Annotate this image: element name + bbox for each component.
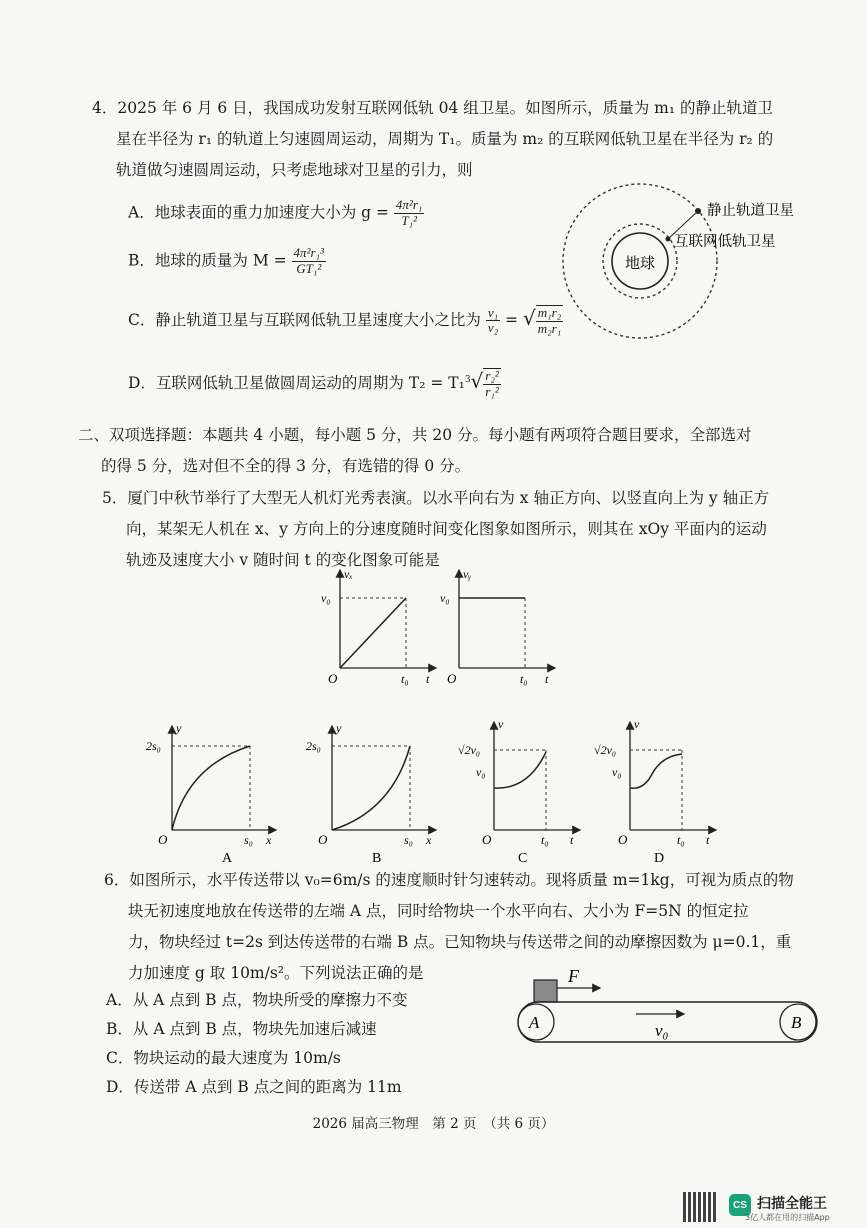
page-footer: 2026 届高三物理 第 2 页 （共 6 页） bbox=[312, 1116, 555, 1132]
vx-graph bbox=[318, 562, 443, 692]
origin-label: O bbox=[482, 832, 492, 847]
tick-label: √2v₀ bbox=[458, 743, 481, 757]
axis-label: v bbox=[498, 717, 504, 731]
q5-line1: 5．厦门中秋节举行了大型无人机灯光秀表演。以水平向右为 x 轴正方向、以竖直向上为 y 轴正方 bbox=[102, 489, 770, 507]
origin-label: O bbox=[328, 671, 338, 686]
q4-option-a bbox=[128, 198, 424, 229]
axis-label: t bbox=[706, 833, 710, 847]
q6-line3: 力，物块经过 t=2s 到达传送带的右端 B 点。已知物块与传送带之间的动摩擦因数为 μ=0.1，重 bbox=[128, 933, 792, 951]
tick-label: t₀ bbox=[401, 672, 409, 686]
tick-label: s₀ bbox=[244, 833, 253, 847]
orbit-figure bbox=[555, 178, 855, 358]
axis-label: x bbox=[426, 833, 432, 847]
axis-label: v bbox=[634, 717, 640, 731]
tick-label: 2s₀ bbox=[306, 739, 321, 753]
q6-option-a: A．从 A 点到 B 点，物块所受的摩擦力不变 bbox=[106, 991, 408, 1009]
q4-option-b bbox=[128, 246, 326, 277]
origin-label: O bbox=[447, 671, 457, 686]
equals-sign: = bbox=[505, 310, 519, 329]
conveyor-figure bbox=[508, 958, 830, 1050]
speed-curve bbox=[494, 752, 546, 788]
point-b-label: B bbox=[791, 1013, 802, 1032]
axis-label: x bbox=[266, 833, 272, 847]
trajectory-curve bbox=[172, 746, 250, 830]
block bbox=[534, 980, 557, 1002]
q6-line2: 块无初速度地放在传送带的左端 A 点，同时给物块一个水平向右、大小为 F=5N 的恒定拉 bbox=[128, 902, 749, 920]
frac-numerator: r₂² bbox=[485, 368, 499, 383]
frac-denominator: v₂ bbox=[487, 320, 499, 336]
origin-label: O bbox=[318, 832, 328, 847]
q6-line4: 力加速度 g 取 10m/s²。下列说法正确的是 bbox=[128, 964, 424, 982]
trajectory-curve bbox=[332, 746, 410, 830]
tick-label: s₀ bbox=[404, 833, 413, 847]
watermark-subtitle: 3亿人都在用的扫描App bbox=[745, 1213, 830, 1222]
axis-label: vᵧ bbox=[463, 567, 472, 581]
frac-numerator: 4π²r₁³ bbox=[293, 245, 324, 260]
watermark-brand: 扫描全能王 bbox=[757, 1196, 827, 1212]
tick-label: t₀ bbox=[677, 833, 685, 847]
origin-label: O bbox=[618, 832, 628, 847]
camscanner-logo-icon: CS bbox=[729, 1194, 751, 1216]
tick-label: t₀ bbox=[520, 672, 528, 686]
axis-label: y bbox=[336, 721, 342, 735]
qr-code-icon bbox=[683, 1192, 717, 1222]
vy-graph bbox=[437, 562, 562, 692]
option-b-graph bbox=[302, 716, 442, 866]
vx-line bbox=[340, 598, 406, 668]
q4-option-c bbox=[128, 305, 563, 337]
q4-option-a-fraction bbox=[394, 198, 425, 229]
option-d-graph bbox=[592, 712, 722, 866]
option-caption: A bbox=[222, 851, 233, 866]
earth-label: 地球 bbox=[624, 256, 656, 272]
tick-label: v₀ bbox=[612, 765, 622, 779]
axis-label: vₓ bbox=[344, 567, 353, 581]
sqrt-symbol: √ bbox=[522, 305, 536, 330]
q4-option-b-text: B．地球的质量为 M = bbox=[128, 251, 287, 270]
origin-label: O bbox=[158, 832, 168, 847]
q5-line2: 向，某架无人机在 x、y 方向上的分速度随时间变化图象如图所示，则其在 xOy 平面内的运动 bbox=[126, 520, 767, 538]
tick-label: √2v₀ bbox=[594, 743, 617, 757]
belt-velocity-label: v₀ bbox=[655, 1021, 669, 1040]
geostationary-satellite-label: 静止轨道卫星 bbox=[707, 203, 794, 219]
frac-denominator: m₂r₁ bbox=[537, 320, 562, 336]
root-index: 3 bbox=[464, 374, 471, 385]
tick-label: v₀ bbox=[440, 591, 450, 605]
q4-option-c-fraction bbox=[486, 306, 500, 337]
frac-denominator: T₁² bbox=[401, 212, 417, 228]
option-a-graph bbox=[142, 716, 282, 866]
q6-line1: 6．如图所示，水平传送带以 v₀=6m/s 的速度顺时针匀速转动。现将质量 m=1kg，可视为质点的物 bbox=[104, 871, 794, 889]
option-caption: B bbox=[372, 851, 382, 866]
section2-line1: 二、双项选择题：本题共 4 小题，每小题 5 分，共 20 分。每小题有两项符合题目要求，全部选对 bbox=[78, 426, 752, 444]
q4-option-d bbox=[128, 368, 501, 400]
frac-numerator: m₁r₂ bbox=[537, 305, 562, 320]
tick-label: v₀ bbox=[321, 591, 331, 605]
axis-label: y bbox=[176, 721, 182, 735]
axis-label: t bbox=[545, 672, 549, 686]
tick-label: t₀ bbox=[541, 833, 549, 847]
tick-label: v₀ bbox=[476, 765, 486, 779]
axis-label: t bbox=[570, 833, 574, 847]
q4-option-c-text: C．静止轨道卫星与互联网低轨卫星速度大小之比为 bbox=[128, 310, 481, 329]
point-a-label: A bbox=[529, 1013, 540, 1032]
force-label: F bbox=[568, 966, 579, 986]
axis-label: t bbox=[426, 672, 430, 686]
low-orbit-satellite bbox=[666, 237, 671, 242]
q6-option-d: D．传送带 A 点到 B 点之间的距离为 11m bbox=[106, 1078, 402, 1096]
q4-option-a-text: A．地球表面的重力加速度大小为 g = bbox=[128, 203, 389, 222]
frac-denominator: GT₁² bbox=[296, 260, 322, 276]
q4-option-d-text: D．互联网低轨卫星做圆周运动的周期为 T₂ = T₁ bbox=[128, 373, 465, 392]
q4-line1: 4．2025 年 6 月 6 日，我国成功发射互联网低轨 04 组卫星。如图所示，质量为 m₁ 的静止轨道卫 bbox=[92, 99, 774, 117]
q5-line3: 轨迹及速度大小 v 随时间 t 的变化图象可能是 bbox=[126, 551, 440, 569]
q4-option-b-fraction bbox=[292, 246, 326, 277]
frac-numerator: 4π²r₁ bbox=[395, 197, 423, 212]
q4-line2: 星在半径为 r₁ 的轨道上匀速圆周运动，周期为 T₁。质量为 m₂ 的互联网低轨卫星在半径为 r₂ 的 bbox=[116, 130, 774, 148]
low-orbit-satellite-label: 互联网低轨卫星 bbox=[674, 234, 776, 250]
frac-numerator: v₁ bbox=[487, 304, 499, 320]
q6-option-b: B．从 A 点到 B 点，物块先加速后减速 bbox=[106, 1020, 377, 1038]
option-c-graph bbox=[456, 712, 586, 866]
q4-line3: 轨道做匀速圆周运动，只考虑地球对卫星的引力，则 bbox=[116, 161, 473, 179]
tick-label: 2s₀ bbox=[146, 739, 161, 753]
option-caption: D bbox=[654, 851, 665, 866]
scanner-watermark bbox=[683, 1196, 848, 1220]
q4-option-d-root bbox=[483, 368, 500, 400]
frac-denominator: r₁² bbox=[485, 383, 499, 399]
section2-line2: 的得 5 分，选对但不全的得 3 分，有选错的得 0 分。 bbox=[101, 457, 471, 475]
sqrt-symbol: √ bbox=[470, 368, 484, 393]
q6-option-c: C．物块运动的最大速度为 10m/s bbox=[106, 1049, 341, 1067]
option-caption: C bbox=[518, 851, 528, 866]
speed-curve bbox=[630, 754, 682, 788]
